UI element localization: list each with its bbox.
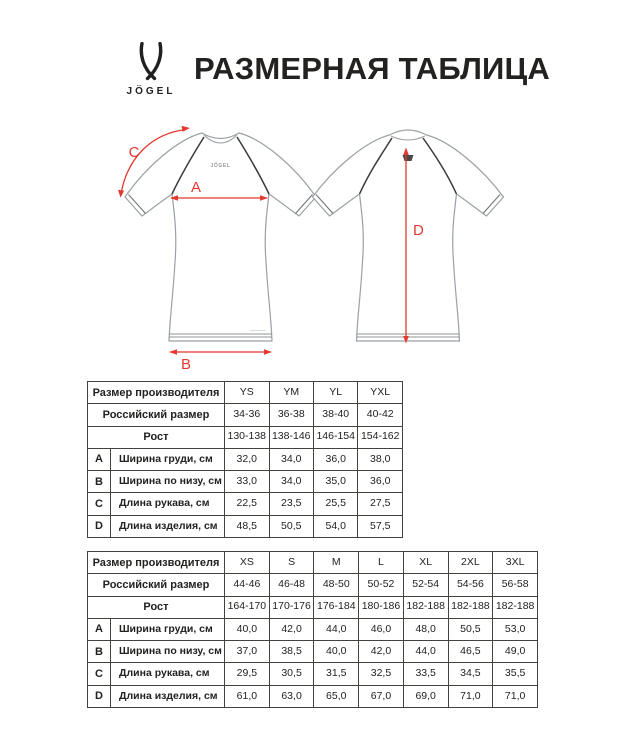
measure-value-cell: 29,5 (225, 663, 270, 685)
header-label-cell: Российский размер (88, 404, 225, 426)
header-value-cell: YXL (358, 382, 403, 404)
measure-value-cell: 42,0 (359, 641, 404, 663)
header-label-cell: Размер производителя (88, 382, 225, 404)
measure-value-cell: 33,0 (225, 471, 269, 493)
measure-letter-cell: B (88, 471, 111, 493)
header-value-cell: 176-184 (314, 596, 359, 618)
size-table (87, 381, 403, 538)
measure-row (88, 471, 403, 493)
measure-arrow-b (169, 349, 272, 373)
measure-value-cell: 22,5 (225, 493, 269, 515)
measure-row (88, 448, 403, 470)
page-title: РАЗМЕРНАЯ ТАБЛИЦА (194, 51, 550, 86)
measure-value-cell: 35,0 (313, 471, 357, 493)
measure-value-cell: 63,0 (269, 685, 314, 707)
header-value-cell: 40-42 (358, 404, 403, 426)
header-value-cell: 36-38 (269, 404, 313, 426)
size-table (87, 551, 538, 708)
measure-name-cell: Длина изделия, см (111, 515, 225, 537)
size-table-header-row (88, 404, 403, 426)
header-value-cell: L (359, 552, 404, 574)
measure-value-cell: 34,0 (269, 448, 313, 470)
header-value-cell: 154-162 (358, 426, 403, 448)
header-value-cell: M (314, 552, 359, 574)
measure-name-cell: Длина изделия, см (111, 685, 225, 707)
measure-letter-cell: B (88, 641, 111, 663)
header-value-cell: YS (225, 382, 269, 404)
measure-value-cell: 44,0 (314, 618, 359, 640)
measure-value-cell: 69,0 (403, 685, 448, 707)
measure-value-cell: 42,0 (269, 618, 314, 640)
header-value-cell: 182-188 (448, 596, 493, 618)
back-view-shirt (313, 130, 504, 341)
measure-name-cell: Ширина груди, см (111, 448, 225, 470)
header-value-cell: 3XL (493, 552, 538, 574)
measure-letter-cell: D (88, 515, 111, 537)
measure-label-d: D (413, 222, 424, 239)
measure-value-cell: 36,0 (313, 448, 357, 470)
header-value-cell: 180-186 (359, 596, 404, 618)
front-chest-logo: JÖGEL (210, 163, 231, 169)
size-table-adult (87, 551, 538, 708)
header-value-cell: 34-36 (225, 404, 269, 426)
measure-value-cell: 50,5 (269, 515, 313, 537)
measure-value-cell: 35,5 (493, 663, 538, 685)
header-value-cell: XL (403, 552, 448, 574)
measure-name-cell: Ширина по низу, см (111, 471, 225, 493)
header-value-cell: 48-50 (314, 574, 359, 596)
measure-letter-cell: A (88, 448, 111, 470)
size-table-header-row (88, 574, 538, 596)
measure-value-cell: 67,0 (359, 685, 404, 707)
header-label-cell: Российский размер (88, 574, 225, 596)
measure-value-cell: 32,0 (225, 448, 269, 470)
header-value-cell: S (269, 552, 314, 574)
header-value-cell: 50-52 (359, 574, 404, 596)
size-table-header-row (88, 426, 403, 448)
measure-value-cell: 65,0 (314, 685, 359, 707)
measure-row (88, 493, 403, 515)
measure-value-cell: 23,5 (269, 493, 313, 515)
header-label-cell: Рост (88, 596, 225, 618)
header-value-cell: 182-188 (403, 596, 448, 618)
measure-value-cell: 25,5 (313, 493, 357, 515)
measure-row (88, 515, 403, 537)
header-value-cell: 130-138 (225, 426, 269, 448)
measure-row (88, 618, 538, 640)
measure-value-cell: 71,0 (493, 685, 538, 707)
measure-value-cell: 31,5 (314, 663, 359, 685)
measure-value-cell: 46,0 (359, 618, 404, 640)
header-value-cell: 164-170 (225, 596, 270, 618)
size-table-header-row (88, 382, 403, 404)
measure-value-cell: 71,0 (448, 685, 493, 707)
measure-value-cell: 48,0 (403, 618, 448, 640)
header-value-cell: 52-54 (403, 574, 448, 596)
header-value-cell: 56-58 (493, 574, 538, 596)
header-label-cell: Размер производителя (88, 552, 225, 574)
header-value-cell: 170-176 (269, 596, 314, 618)
header-value-cell: 38-40 (313, 404, 357, 426)
header-value-cell: 146-154 (313, 426, 357, 448)
header-value-cell: XS (225, 552, 270, 574)
header-value-cell: 182-188 (493, 596, 538, 618)
measure-value-cell: 48,5 (225, 515, 269, 537)
measure-label-c: C (128, 144, 140, 161)
header-value-cell: 44-46 (225, 574, 270, 596)
size-table-youth (87, 381, 403, 538)
measure-label-a: A (190, 179, 202, 196)
measure-name-cell: Ширина по низу, см (111, 641, 225, 663)
size-table-header-row (88, 596, 538, 618)
header-value-cell: 46-48 (269, 574, 314, 596)
measure-value-cell: 54,0 (313, 515, 357, 537)
measure-row (88, 641, 538, 663)
measure-value-cell: 53,0 (493, 618, 538, 640)
measure-value-cell: 40,0 (314, 641, 359, 663)
measure-value-cell: 38,0 (358, 448, 403, 470)
measure-row (88, 685, 538, 707)
header-value-cell: 2XL (448, 552, 493, 574)
measure-value-cell: 34,5 (448, 663, 493, 685)
measure-name-cell: Длина рукава, см (111, 493, 225, 515)
shirt-measurement-diagram (0, 110, 624, 378)
front-view-shirt (125, 133, 316, 341)
measure-value-cell: 36,0 (358, 471, 403, 493)
measure-value-cell: 57,5 (358, 515, 403, 537)
measure-value-cell: 33,5 (403, 663, 448, 685)
measure-value-cell: 27,5 (358, 493, 403, 515)
header-value-cell: 138-146 (269, 426, 313, 448)
measure-value-cell: 32,5 (359, 663, 404, 685)
brand-logo (114, 42, 188, 97)
measure-row (88, 663, 538, 685)
back-shirt-outline (313, 130, 504, 341)
measure-name-cell: Ширина груди, см (111, 618, 225, 640)
measure-value-cell: 50,5 (448, 618, 493, 640)
header-value-cell: YL (313, 382, 357, 404)
measure-letter-cell: A (88, 618, 111, 640)
measure-letter-cell: D (88, 685, 111, 707)
measure-value-cell: 40,0 (225, 618, 270, 640)
measure-value-cell: 46,5 (448, 641, 493, 663)
measure-letter-cell: C (88, 663, 111, 685)
measure-value-cell: 44,0 (403, 641, 448, 663)
size-table-header-row (88, 552, 538, 574)
measure-label-b: B (180, 356, 192, 373)
measure-value-cell: 34,0 (269, 471, 313, 493)
measure-value-cell: 30,5 (269, 663, 314, 685)
header-value-cell: YM (269, 382, 313, 404)
measure-value-cell: 61,0 (225, 685, 270, 707)
jogel-emblem-icon (137, 42, 165, 82)
measure-name-cell: Длина рукава, см (111, 663, 225, 685)
header-value-cell: 54-56 (448, 574, 493, 596)
header-label-cell: Рост (88, 426, 225, 448)
measure-value-cell: 37,0 (225, 641, 270, 663)
measure-value-cell: 49,0 (493, 641, 538, 663)
measure-value-cell: 38,5 (269, 641, 314, 663)
brand-wordmark: JÖGEL (126, 86, 176, 97)
measure-letter-cell: C (88, 493, 111, 515)
